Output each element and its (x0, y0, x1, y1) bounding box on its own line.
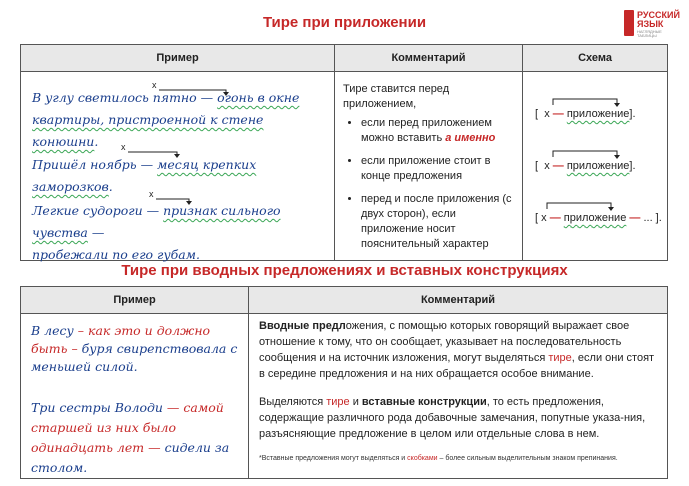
logo-line2: ЯЗЫК (637, 19, 664, 29)
comment-list (343, 116, 516, 252)
list-item: • если перед приложением можно вставить а именно (361, 116, 516, 146)
header-example-2: Пример (21, 287, 249, 314)
comment-paragraph-2: Выделяются тире и вставные конструкции, то есть предложения, содержащие различного рода добавочные замечания, попутные указа-ния, разъясняющие предложение в целом или отдельные слова в нем. (259, 396, 646, 440)
list-item: • если приложение стоит в конце предложения (361, 154, 516, 184)
logo-line1: РУССКИЙ (637, 10, 680, 20)
apposition-table (20, 44, 668, 261)
header-comment-2: Комментарий (249, 287, 668, 314)
header-example: Пример (21, 45, 335, 72)
example-1-appos-cont: квартиры, пристроенной к стене конюшни (32, 112, 264, 149)
example-3-text: Легкие судороги — (32, 203, 164, 218)
example-2-end: . (108, 179, 113, 194)
header-comment: Комментарий (335, 45, 523, 72)
table-row (21, 314, 668, 479)
arrow-icon (537, 200, 617, 212)
arrow-icon (543, 96, 623, 108)
parenthetical-table (20, 286, 668, 479)
example-3-appos: признак сильного чувства (32, 203, 281, 240)
list-item: • перед и после приложения (с двух сторон), если приложение носит пояснительный характер (361, 192, 516, 252)
example-1-end: . (94, 134, 99, 149)
comment-paragraph-1: Вводные предложения, с помощью которых говорящий выражает свое отношение к тому, что он сообщает, указывает на последовательность сообщения и на источник изложения, могут выделяться тире, если они стоят в середине предложения и на них обращается особое внимание. (259, 320, 655, 380)
header-scheme: Схема (523, 45, 668, 72)
example-2-appos: месяц крепких заморозков (32, 157, 257, 194)
x-mark: x (121, 142, 126, 152)
example-3-after: — (87, 225, 105, 240)
example-1-text: В углу светилось пятно — (32, 90, 218, 105)
x-mark: x (149, 189, 154, 199)
comment-intro: Тире ставится перед приложением, (343, 83, 450, 110)
examples-cell-2 (21, 314, 249, 479)
comment-cell (335, 72, 523, 261)
example-1-appos: огонь в окне (217, 90, 300, 105)
x-mark: x (152, 80, 157, 90)
logo-mark-icon (624, 10, 634, 36)
main-title: Тире при приложении (262, 14, 427, 31)
table-header-row (21, 287, 668, 314)
scheme-3: [ x — приложение — ... ]. (535, 212, 662, 224)
scheme-1: [ x — приложение]. (535, 108, 636, 120)
example-3 (32, 200, 332, 244)
scheme-2: [ x — приложение]. (535, 160, 636, 172)
logo-line3: НАГЛЯДНЫЕ ТАБЛИЦЫ (637, 29, 662, 38)
example-2 (32, 154, 328, 198)
example-5: Три сестры Володи — самой старшей из них было одинадцать лет — сидели за столом. (31, 400, 230, 475)
table-row (21, 72, 668, 261)
table-header-row (21, 45, 668, 72)
comment-cell-2 (249, 314, 668, 479)
emphasis-a-imenno: а именно (445, 132, 496, 144)
examples-cell (21, 72, 335, 261)
example-3-line2: пробежали по его губам. (32, 247, 200, 262)
scheme-cell (523, 72, 668, 261)
logo (624, 8, 680, 40)
footnote: *Вставные предложения могут выделяться и скобками – более сильным выделительным знаком препинания. (259, 455, 618, 462)
second-title: Тире при вводных предложениях и вставных конструкциях (121, 262, 568, 279)
example-1 (32, 87, 328, 153)
example-4: В лесу – как это и должно быть – буря свирепствовала с меньшей силой. (31, 323, 238, 374)
example-2-text: Пришёл ноябрь — (32, 157, 158, 172)
arrow-icon (543, 148, 623, 160)
